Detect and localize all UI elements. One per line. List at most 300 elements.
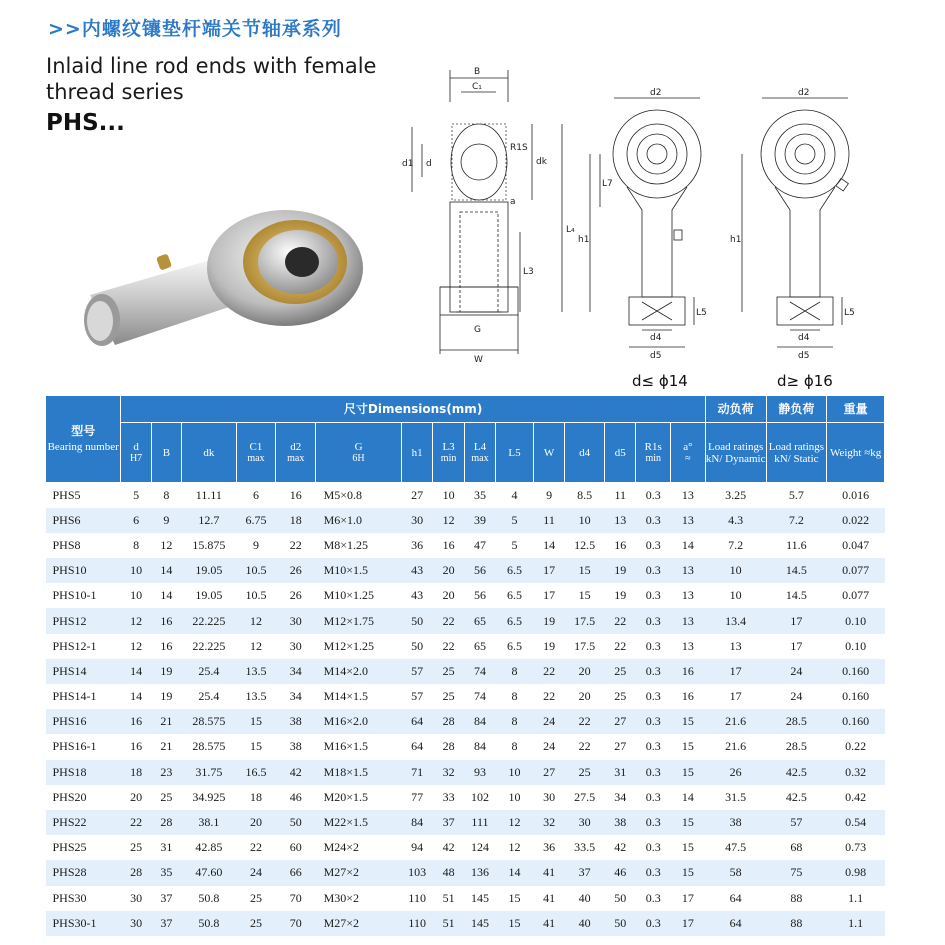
table-cell: 14 [121,659,151,684]
bearing-number-cell: PHS28 [46,860,121,885]
table-cell: 74 [473,689,486,704]
technical-drawing [392,62,872,392]
col-main-label: h1 [411,446,423,459]
th-col-l5 [496,423,534,483]
bearing-number-cell: PHS12 [46,608,121,633]
bearing-number-cell: PHS10 [46,558,121,583]
table-cell: 13 [605,508,636,533]
table-cell: M27×2 [316,860,402,885]
table-cell: 15 [236,709,276,734]
table-cell: 43 [401,558,432,583]
table-cell: 14 [543,537,556,552]
table-cell: 15 [671,860,706,885]
label-G: G [474,325,481,335]
label-d2-small: d2 [650,88,662,98]
th-col-r1s [636,423,671,483]
front-view-small [590,98,701,347]
table-cell: 75 [766,860,827,885]
table-cell: 18 [121,760,151,785]
col-main-label: G [354,440,363,453]
bearing-number-cell: PHS16-1 [52,739,97,754]
table-row [46,483,885,508]
table-cell: 22 [614,638,627,653]
table-cell: 28.5 [766,709,827,734]
table-cell: 38 [705,810,766,835]
table-cell: 65 [464,608,495,633]
th-col-g [316,423,402,483]
table-cell: 13 [681,487,694,502]
table-cell: 16 [160,638,173,653]
table-cell: 12.5 [574,537,596,552]
table-cell: 42.5 [785,789,807,804]
table-cell: M10×1.25 [323,588,375,603]
table-cell: 25 [433,659,464,684]
table-cell: 22 [533,659,564,684]
table-row [46,558,885,583]
table-cell: 6.5 [507,638,523,653]
rod-end-head [207,210,363,326]
table-cell: M8×1.25 [323,537,369,552]
table-cell: 0.077 [842,588,870,603]
table-cell: 1.1 [827,911,885,936]
bearing-number-cell: PHS6 [46,508,121,533]
table-cell: 0.3 [636,760,671,785]
table-row [46,659,885,684]
table-cell: 0.10 [827,608,885,633]
table-row [46,608,885,633]
table-cell: 25 [249,890,262,905]
table-cell: 22.225 [192,638,226,653]
front-view-large [742,98,849,347]
table-cell: 25.4 [198,689,220,704]
table-cell: 27 [614,739,627,754]
col-main-label: d4 [579,446,591,459]
table-cell: M22×1.5 [316,810,402,835]
table-body [46,483,885,936]
table-cell: 24 [236,860,276,885]
table-cell: 28 [442,739,455,754]
title-en-line1: Inlaid line rod ends with female [46,54,377,78]
col-sub-label: max [287,452,305,464]
table-cell: 25.4 [182,659,236,684]
bearing-number-cell: PHS25 [52,840,87,855]
table-cell: 10.5 [245,588,267,603]
table-cell: 94 [411,840,424,855]
th-model: 型号 Bearing number [46,396,121,483]
table-cell: 25 [565,760,605,785]
table-cell: 28.5 [785,739,807,754]
table-cell: 15 [671,709,706,734]
table-cell: 84 [473,739,486,754]
table-cell: 11 [533,508,564,533]
table-cell: 16 [671,659,706,684]
table-cell: 110 [408,890,426,905]
table-cell: M27×2 [316,911,402,936]
table-cell: M18×1.5 [316,760,402,785]
table-cell: 26 [705,760,766,785]
table-row [46,860,885,885]
table-cell: 0.32 [827,760,885,785]
table-cell: M6×1.0 [316,508,402,533]
table-cell: 0.3 [645,840,661,855]
table-cell: 68 [790,840,803,855]
table-cell: 13 [681,588,694,603]
table-cell: 40 [565,911,605,936]
table-cell: 31 [605,760,636,785]
table-cell: 84 [464,709,495,734]
table-cell: 20 [565,659,605,684]
table-cell: 42.5 [766,760,827,785]
table-cell: 17 [766,608,827,633]
table-cell: 51 [442,890,455,905]
table-cell: 71 [401,760,432,785]
table-cell: 4 [511,487,518,502]
table-cell: 5 [133,487,140,502]
table-cell: 17 [681,890,694,905]
table-cell: 6.5 [496,558,534,583]
table-cell: 17.5 [574,638,596,653]
table-cell: 3.25 [725,487,747,502]
bearing-number-cell: PHS16 [46,709,121,734]
table-cell: 12 [130,638,143,653]
table-cell: 12 [249,638,262,653]
label-dk: dk [536,157,547,167]
table-cell: 22 [249,840,262,855]
label-d4-small: d4 [650,333,662,343]
table-cell: 28 [151,810,181,835]
table-cell: 19 [605,558,636,583]
table-row [46,634,885,659]
table-cell: 47.60 [182,860,236,885]
table-cell: 20 [578,689,591,704]
table-cell: 15 [508,890,521,905]
table-cell: 0.98 [827,860,885,885]
th-col-c1 [236,423,276,483]
table-cell: 12 [433,508,464,533]
table-cell: 10 [729,588,742,603]
th-col-l3 [433,423,464,483]
table-cell: 41 [543,890,556,905]
table-cell: 70 [289,890,302,905]
table-cell: 28 [433,709,464,734]
table-cell: 13 [671,558,706,583]
table-cell: M12×1.75 [316,608,402,633]
table-cell: 6.75 [236,508,276,533]
table-cell: 110 [401,911,432,936]
table-cell: 0.022 [827,508,885,533]
bearing-number-cell: PHS10-1 [52,588,97,603]
table-cell: 12 [160,537,173,552]
table-cell: 31.75 [182,760,236,785]
table-cell: 13.5 [236,659,276,684]
table-cell: 77 [411,789,424,804]
table-cell: 30 [401,508,432,533]
grease-nipple [156,253,172,270]
table-cell: M5×0.8 [323,487,363,502]
table-cell: 103 [401,860,432,885]
th-col-w [533,423,564,483]
table-cell: 10 [121,558,151,583]
table-cell: 22.225 [182,608,236,633]
table-cell: 50 [276,810,316,835]
table-cell: 19 [543,638,556,653]
table-row [46,810,885,835]
table-cell: 42 [276,760,316,785]
table-cell: 0.22 [845,739,867,754]
table-cell: 84 [401,810,432,835]
th-col-d2 [276,423,316,483]
table-cell: M10×1.5 [316,558,402,583]
table-cell: 46 [289,789,302,804]
table-cell: 13.5 [245,689,267,704]
col-main-label: d2 [290,440,302,453]
table-cell: 15 [681,840,694,855]
table-row [46,533,885,558]
label-h1-large: h1 [730,235,742,245]
table-cell: 28.575 [182,709,236,734]
table-cell: 93 [464,760,495,785]
table-cell: 15 [681,739,694,754]
table-cell: 30 [276,608,316,633]
table-cell: 32 [433,760,464,785]
catalog-title-cn: >>内螺纹镶垫杆端关节轴承系列 [48,18,342,40]
table-cell: M30×2 [323,890,360,905]
table-cell: 37 [151,911,181,936]
table-cell: 36 [411,537,424,552]
table-cell: M14×2.0 [316,659,402,684]
table-cell: 38 [289,739,302,754]
table-cell: 21 [160,739,173,754]
table-row [46,911,885,936]
table-cell: 5 [496,508,534,533]
table-cell: 19 [614,588,627,603]
table-cell: 4.3 [705,508,766,533]
table-cell: 21.6 [705,709,766,734]
table-cell: 16 [130,739,143,754]
table-cell: 20 [130,789,143,804]
table-cell: 19 [533,608,564,633]
table-cell: 18 [249,789,262,804]
table-cell: 145 [470,890,489,905]
table-cell: 50.8 [198,890,220,905]
table-cell: 0.73 [845,840,867,855]
table-cell: 16 [121,709,151,734]
table-cell: 9 [151,508,181,533]
table-cell: 60 [289,840,302,855]
col-main-label: C1 [249,440,263,453]
table-row [46,734,885,759]
table-cell: 26 [289,588,302,603]
table-cell: 22 [433,608,464,633]
table-cell: M16×2.0 [316,709,402,734]
table-row [46,583,885,608]
table-cell: 11.6 [786,537,807,552]
table-cell: 41 [533,911,564,936]
table-cell: 50 [401,608,432,633]
table-cell: 10 [705,558,766,583]
table-cell: 31 [160,840,173,855]
bearing-number-cell: PHS18 [46,760,121,785]
table-cell: 25 [130,840,143,855]
table-cell: 8 [163,487,170,502]
table-cell: 12.7 [182,508,236,533]
label-d2-large: d2 [798,88,810,98]
col-sub-label: min [645,452,662,464]
table-cell: 22 [442,638,455,653]
table-cell: 13.4 [705,608,766,633]
table-row [46,785,885,810]
bearing-number-cell: PHS8 [52,537,81,552]
table-cell: 28 [121,860,151,885]
table-row [46,886,885,911]
table-cell: 5 [511,537,518,552]
table-cell: 56 [473,588,486,603]
table-cell: 34 [614,789,627,804]
bearing-number-cell: PHS20 [52,789,87,804]
table-cell: 10 [496,760,534,785]
label-L4: L₄ [566,225,575,235]
table-cell: 20 [442,588,455,603]
label-L7: L7 [602,179,613,189]
table-cell: 8 [511,739,518,754]
table-cell: 56 [464,558,495,583]
th-col-a [671,423,706,483]
table-cell: 35 [473,487,486,502]
th-weight-cn: 重量 [827,396,885,423]
table-cell: M16×1.5 [323,739,369,754]
table-cell: 16 [614,537,627,552]
th-dynamic-en: Load ratings kN/ Dynamic [705,423,766,483]
table-cell: 64 [705,911,766,936]
table-cell: 10.5 [236,558,276,583]
table-cell: 42 [614,840,627,855]
th-static-en: Load ratings kN/ Static [766,423,827,483]
table-cell: 30 [565,810,605,835]
label-d1: d1 [402,159,414,169]
table-cell: 124 [470,840,489,855]
table-cell: 42 [442,840,455,855]
table-cell: 14 [681,789,694,804]
bearing-number-cell: PHS14 [46,659,121,684]
table-row [46,508,885,533]
table-cell: 17 [533,558,564,583]
table-cell: 13 [681,638,694,653]
table-cell: 27 [411,487,424,502]
table-cell: 15 [578,588,591,603]
bearing-number-cell: PHS30 [52,890,87,905]
table-cell: 65 [473,638,486,653]
col-main-label: R1s [644,440,662,453]
col-sub-label: min [440,452,457,464]
table-cell: 64 [729,890,742,905]
table-cell: 21 [151,709,181,734]
table-cell: 19.05 [182,558,236,583]
table-cell: 11 [614,487,627,502]
col-main-label: W [543,446,555,459]
table-cell: 0.3 [645,890,661,905]
table-cell: 25 [605,659,636,684]
table-cell: 17.5 [565,608,605,633]
table-cell: 42.85 [195,840,223,855]
table-cell: 38 [276,709,316,734]
table-cell: 34 [289,689,302,704]
table-cell: 0.016 [842,487,870,502]
table-cell: 40 [578,890,591,905]
table-cell: 64 [401,709,432,734]
table-cell: 17 [705,659,766,684]
col-main-label: dk [203,446,215,459]
table-cell: 34 [276,659,316,684]
label-L5-large: L5 [844,308,855,318]
table-cell: M14×1.5 [323,689,369,704]
table-cell: 15 [671,760,706,785]
label-L3: L3 [523,267,534,277]
table-cell: 16 [151,608,181,633]
th-col-d [121,423,151,483]
label-B: B [474,67,481,77]
table-cell: 57 [766,810,827,835]
table-cell: 8 [511,689,518,704]
table-cell: 0.3 [645,588,661,603]
catalog-title-en [46,53,376,105]
caption-large-bore: d≥ ϕ16 [777,372,833,390]
table-cell: 15 [565,558,605,583]
table-cell: 39 [464,508,495,533]
table-cell: 10 [565,508,605,533]
table-cell: 14 [681,537,694,552]
table-cell: 14.5 [766,558,827,583]
table-cell: 21.6 [725,739,747,754]
table-cell: 0.3 [636,709,671,734]
table-row [46,709,885,734]
table-cell: 24 [790,689,803,704]
table-cell: 14.5 [785,588,807,603]
table-cell: 30 [121,911,151,936]
table-cell: 22 [578,739,591,754]
th-col-dk [182,423,236,483]
table-cell: 0.10 [845,638,867,653]
table-cell: 88 [766,911,827,936]
table-cell: 0.3 [636,911,671,936]
table-cell: M20×1.5 [323,789,369,804]
table-cell: 36 [543,840,556,855]
th-static-cn: 静负荷 [766,396,827,423]
title-en-line2: thread series [46,80,184,104]
table-cell: 0.3 [636,860,671,885]
label-C1: C₁ [472,82,482,92]
table-cell: 57 [411,689,424,704]
bearing-number-cell: PHS14-1 [52,689,97,704]
table-cell: 25 [236,911,276,936]
side-view [412,70,562,354]
table-cell: 14 [496,860,534,885]
table-cell: 30 [289,638,302,653]
table-cell: 19.05 [195,588,223,603]
table-cell: 66 [276,860,316,885]
bearing-number-cell: PHS12-1 [52,638,97,653]
table-cell: 8.5 [577,487,593,502]
bearing-number-cell: PHS30-1 [46,911,121,936]
table-cell: 41 [533,860,564,885]
table-cell: 0.3 [645,638,661,653]
th-col-d5 [605,423,636,483]
table-cell: 1.1 [848,890,864,905]
table-cell: 12 [496,810,534,835]
th-weight-en: Weight ≈kg [827,423,885,483]
table-cell: 17 [790,638,803,653]
table-cell: M24×2 [323,840,360,855]
table-cell: M12×1.25 [323,638,375,653]
